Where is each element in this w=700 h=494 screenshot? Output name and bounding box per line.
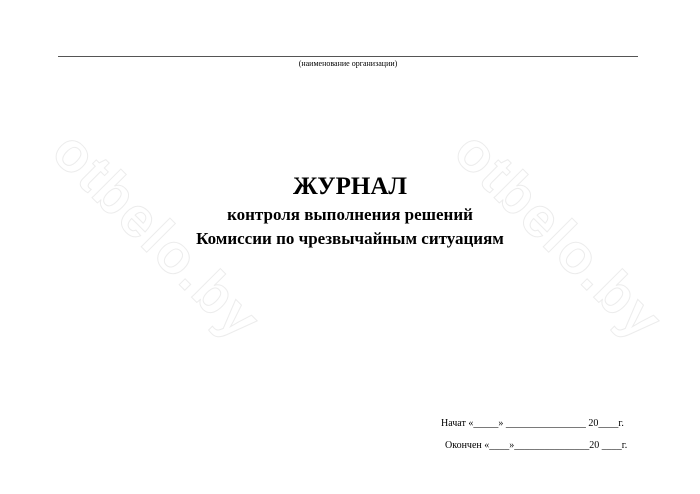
document-subtitle-line-2: Комиссии по чрезвычайным ситуациям <box>196 229 504 248</box>
watermark-left: otbelo.by <box>40 118 275 352</box>
watermark-right: otbelo.by <box>442 118 677 352</box>
start-date-field: Начат «_____» ________________ 20____г. <box>441 418 624 429</box>
document-subtitle-line-1: контроля выполнения решений <box>227 205 473 224</box>
organization-name-line <box>58 56 638 57</box>
organization-caption: (наименование организации) <box>298 59 398 68</box>
end-date-field: Окончен «____»_______________20 ____г. <box>445 440 628 451</box>
document-title: ЖУРНАЛ <box>292 173 408 200</box>
